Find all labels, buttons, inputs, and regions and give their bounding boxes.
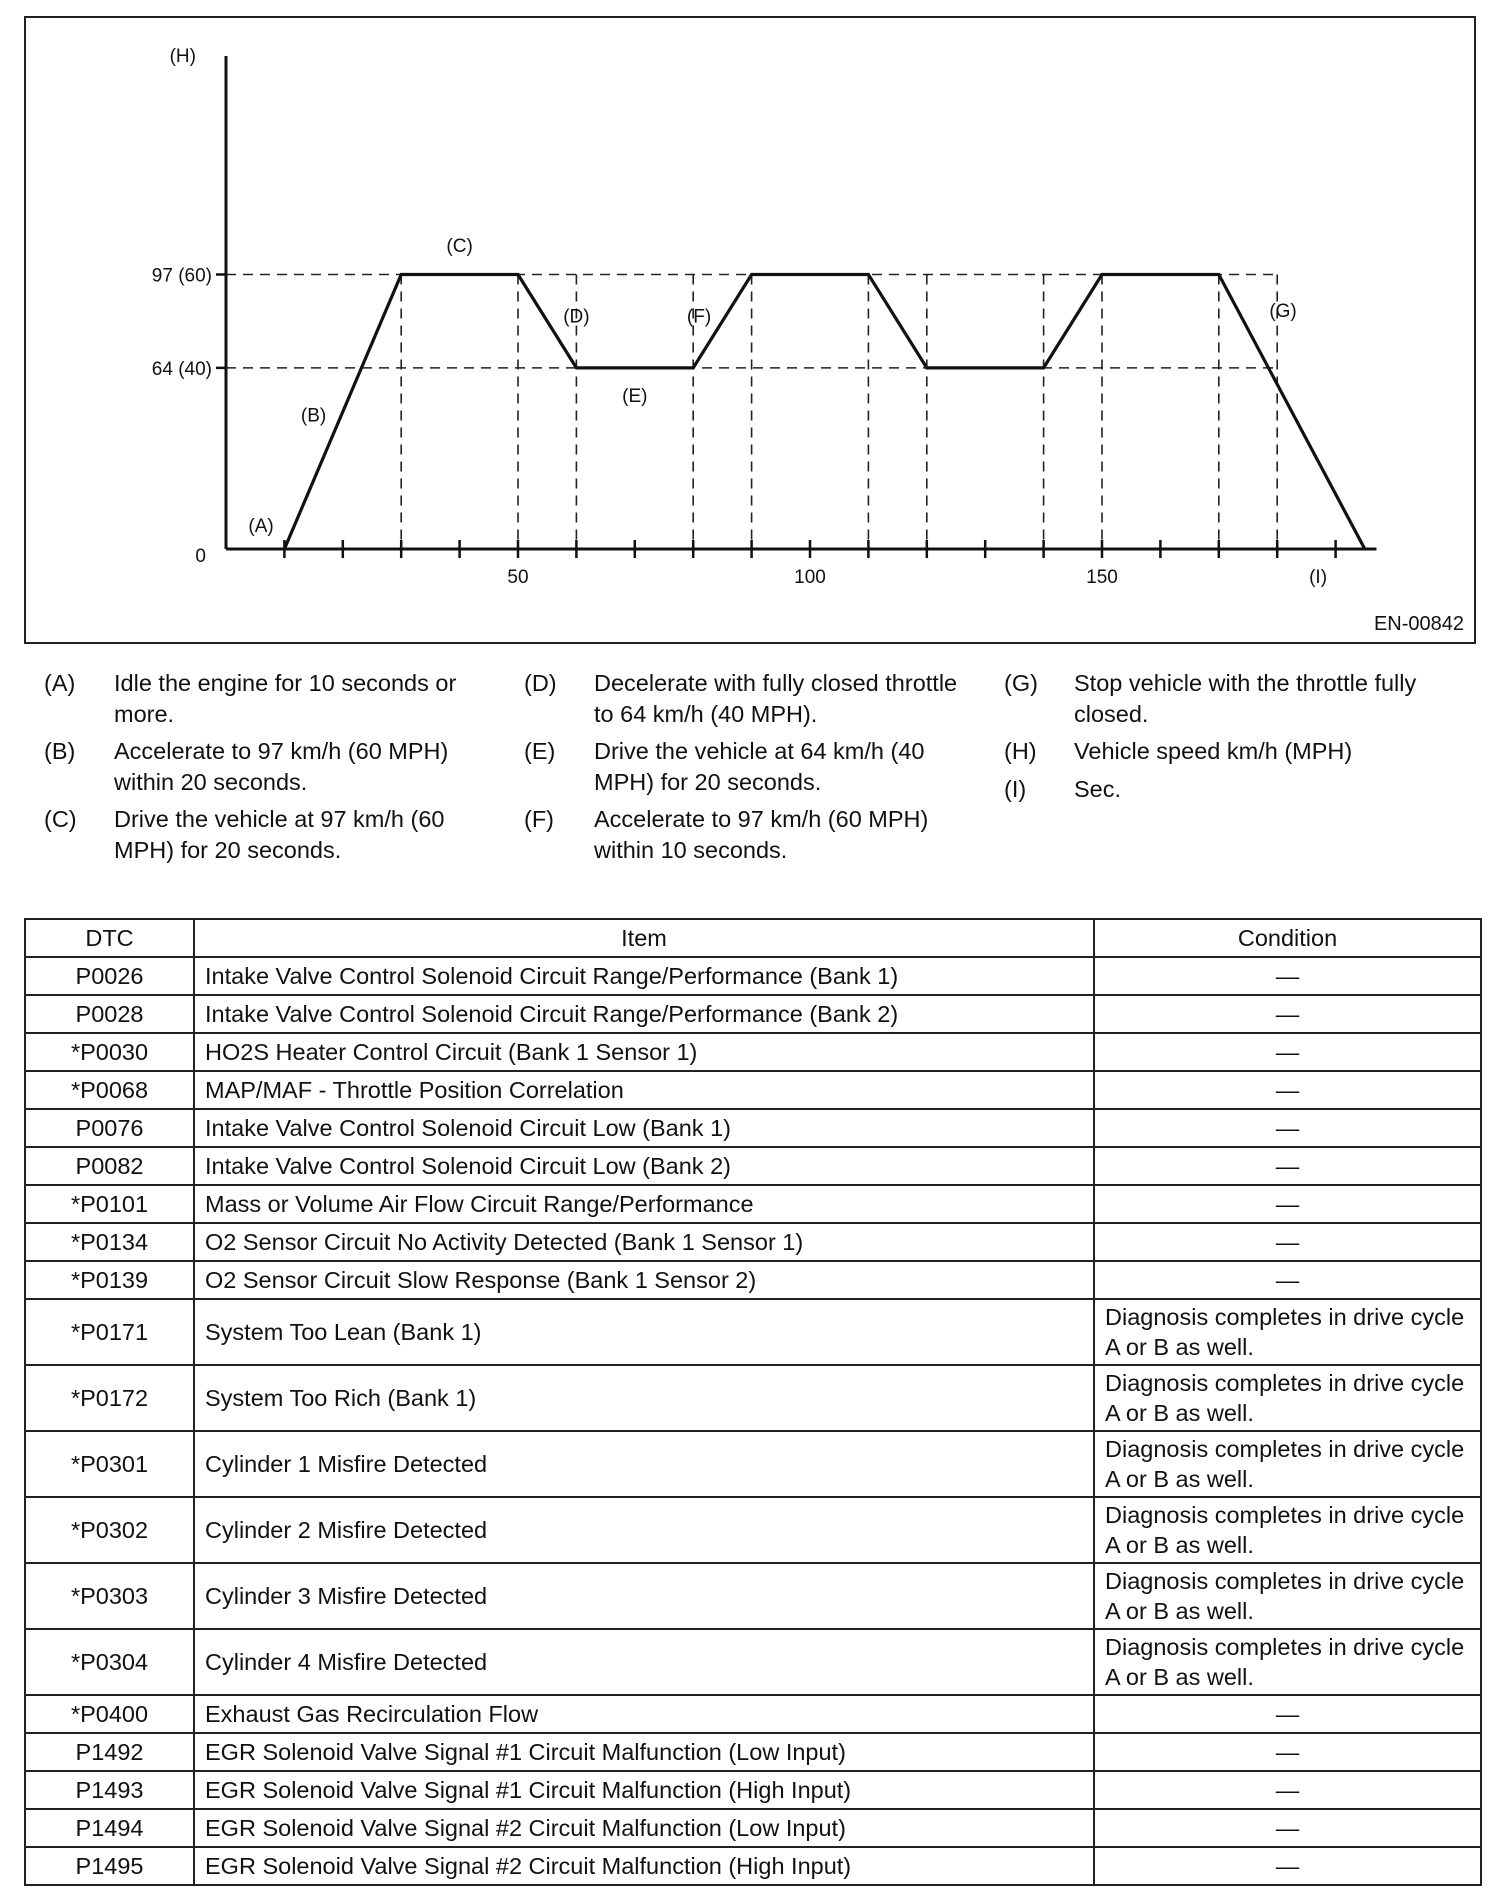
legend-text: Stop vehicle with the throttle fully closed. [1074, 670, 1417, 727]
table-row [25, 1809, 1481, 1847]
item-cell: Intake Valve Control Solenoid Circuit Low (Bank 1) [194, 1109, 1094, 1147]
legend-key: (B) [44, 738, 76, 764]
x-origin-label: 0 [195, 546, 206, 567]
condition-cell: — [1094, 1695, 1481, 1733]
dtc-code-cell: P1495 [25, 1847, 194, 1885]
condition-cell: — [1094, 995, 1481, 1033]
legend-text: Drive the vehicle at 64 km/h (40 MPH) for 20 seconds. [594, 738, 925, 795]
legend-text: Accelerate to 97 km/h (60 MPH) within 10 seconds. [594, 806, 929, 863]
table-row [25, 1033, 1481, 1071]
legend-text: Drive the vehicle at 97 km/h (60 MPH) for 20 seconds. [114, 806, 445, 863]
condition-cell: — [1094, 1147, 1481, 1185]
table-row [25, 1431, 1481, 1497]
legend-text: Sec. [1074, 776, 1122, 802]
legend-text: Decelerate with fully closed throttle to 64 km/h (40 MPH). [594, 670, 958, 727]
table-row [25, 1733, 1481, 1771]
dtc-code-cell: *P0171 [25, 1299, 194, 1365]
legend-text: Idle the engine for 10 seconds or more. [114, 670, 457, 727]
condition-cell: — [1094, 1185, 1481, 1223]
dtc-code-cell: *P0303 [25, 1563, 194, 1629]
dtc-code-cell: *P0302 [25, 1497, 194, 1563]
y-tick-label: 64 (40) [151, 358, 212, 380]
table-row [25, 1147, 1481, 1185]
condition-cell: — [1094, 1771, 1481, 1809]
table-row [25, 1563, 1481, 1629]
table-row [25, 1223, 1481, 1261]
phase-annotation: (A) [248, 516, 274, 538]
condition-cell: Diagnosis completes in drive cycle A or B as well. [1094, 1299, 1481, 1365]
item-cell: EGR Solenoid Valve Signal #1 Circuit Malfunction (Low Input) [194, 1733, 1094, 1771]
item-cell: System Too Lean (Bank 1) [194, 1299, 1094, 1365]
item-cell: Cylinder 1 Misfire Detected [194, 1431, 1094, 1497]
table-row [25, 1497, 1481, 1563]
condition-cell: — [1094, 1223, 1481, 1261]
x-tick-label: 50 [507, 567, 529, 588]
legend-key: (A) [44, 670, 76, 696]
header-dtc: DTC [25, 919, 194, 957]
dtc-code-cell: P0076 [25, 1109, 194, 1147]
dtc-code-cell: *P0304 [25, 1629, 194, 1695]
condition-cell: Diagnosis completes in drive cycle A or B as well. [1094, 1365, 1481, 1431]
table-row [25, 1695, 1481, 1733]
dtc-table [24, 918, 1482, 1886]
table-row [25, 995, 1481, 1033]
dtc-code-cell: *P0030 [25, 1033, 194, 1071]
table-row [25, 957, 1481, 995]
dtc-code-cell: *P0301 [25, 1431, 194, 1497]
dtc-code-cell: P1494 [25, 1809, 194, 1847]
item-cell: Intake Valve Control Solenoid Circuit Range/Performance (Bank 1) [194, 957, 1094, 995]
condition-cell: Diagnosis completes in drive cycle A or B as well. [1094, 1629, 1481, 1695]
dtc-code-cell: P0026 [25, 957, 194, 995]
y-tick-label: 97 (60) [151, 265, 212, 287]
dtc-code-cell: *P0139 [25, 1261, 194, 1299]
chart-canvas [26, 18, 1474, 642]
item-cell: Mass or Volume Air Flow Circuit Range/Performance [194, 1185, 1094, 1223]
drive-cycle-chart [24, 16, 1476, 644]
phase-annotation: (F) [686, 306, 712, 328]
condition-cell: — [1094, 957, 1481, 995]
item-cell: Cylinder 2 Misfire Detected [194, 1497, 1094, 1563]
condition-cell: — [1094, 1847, 1481, 1885]
legend-key: (I) [1004, 776, 1027, 802]
condition-cell: Diagnosis completes in drive cycle A or B as well. [1094, 1563, 1481, 1629]
dtc-code-cell: *P0172 [25, 1365, 194, 1431]
condition-cell: — [1094, 1109, 1481, 1147]
item-cell: Exhaust Gas Recirculation Flow [194, 1695, 1094, 1733]
y-axis-label: (H) [169, 46, 196, 67]
legend-key: (G) [1004, 670, 1038, 696]
table-row [25, 1847, 1481, 1885]
phase-annotation: (G) [1269, 300, 1297, 322]
legend [44, 668, 1464, 878]
dtc-code-cell: P0028 [25, 995, 194, 1033]
condition-cell: — [1094, 1071, 1481, 1109]
item-cell: O2 Sensor Circuit Slow Response (Bank 1 Sensor 2) [194, 1261, 1094, 1299]
dtc-code-cell: *P0068 [25, 1071, 194, 1109]
header-condition: Condition [1094, 919, 1481, 957]
figure-code: EN-00842 [1373, 613, 1464, 635]
x-axis-label: (I) [1309, 567, 1328, 588]
x-tick-label: 100 [794, 567, 826, 588]
header-item: Item [194, 919, 1094, 957]
dtc-code-cell: *P0400 [25, 1695, 194, 1733]
dtc-code-cell: P1492 [25, 1733, 194, 1771]
item-cell: System Too Rich (Bank 1) [194, 1365, 1094, 1431]
condition-cell: — [1094, 1809, 1481, 1847]
table-row [25, 1261, 1481, 1299]
phase-annotation: (C) [446, 235, 473, 257]
item-cell: O2 Sensor Circuit No Activity Detected (Bank 1 Sensor 1) [194, 1223, 1094, 1261]
item-cell: EGR Solenoid Valve Signal #2 Circuit Malfunction (High Input) [194, 1847, 1094, 1885]
item-cell: Intake Valve Control Solenoid Circuit Range/Performance (Bank 2) [194, 995, 1094, 1033]
condition-cell: Diagnosis completes in drive cycle A or B as well. [1094, 1431, 1481, 1497]
condition-cell: — [1094, 1033, 1481, 1071]
condition-cell: — [1094, 1733, 1481, 1771]
table-row [25, 1185, 1481, 1223]
table-row [25, 1071, 1481, 1109]
item-cell: Intake Valve Control Solenoid Circuit Low (Bank 2) [194, 1147, 1094, 1185]
item-cell: EGR Solenoid Valve Signal #2 Circuit Malfunction (Low Input) [194, 1809, 1094, 1847]
legend-key: (H) [1004, 738, 1037, 764]
table-row [25, 1365, 1481, 1431]
item-cell: EGR Solenoid Valve Signal #1 Circuit Malfunction (High Input) [194, 1771, 1094, 1809]
dtc-code-cell: *P0101 [25, 1185, 194, 1223]
phase-annotation: (E) [622, 385, 648, 407]
table-row [25, 1109, 1481, 1147]
dtc-code-cell: P1493 [25, 1771, 194, 1809]
legend-text: Vehicle speed km/h (MPH) [1074, 738, 1353, 764]
speed-series-line [284, 274, 1364, 549]
x-tick-label: 150 [1086, 567, 1118, 588]
table-row [25, 1629, 1481, 1695]
legend-key: (C) [44, 806, 77, 832]
item-cell: Cylinder 3 Misfire Detected [194, 1563, 1094, 1629]
legend-text: Accelerate to 97 km/h (60 MPH) within 20 seconds. [114, 738, 449, 795]
table-row [25, 1299, 1481, 1365]
condition-cell: — [1094, 1261, 1481, 1299]
item-cell: Cylinder 4 Misfire Detected [194, 1629, 1094, 1695]
dtc-code-cell: P0082 [25, 1147, 194, 1185]
item-cell: HO2S Heater Control Circuit (Bank 1 Sensor 1) [194, 1033, 1094, 1071]
phase-annotation: (B) [300, 405, 327, 427]
legend-key: (D) [524, 670, 557, 696]
item-cell: MAP/MAF - Throttle Position Correlation [194, 1071, 1094, 1109]
table-row [25, 1771, 1481, 1809]
dtc-code-cell: *P0134 [25, 1223, 194, 1261]
condition-cell: Diagnosis completes in drive cycle A or B as well. [1094, 1497, 1481, 1563]
legend-key: (F) [524, 806, 555, 832]
legend-key: (E) [524, 738, 556, 764]
phase-annotation: (D) [563, 306, 590, 328]
table-header-row [25, 919, 1481, 957]
